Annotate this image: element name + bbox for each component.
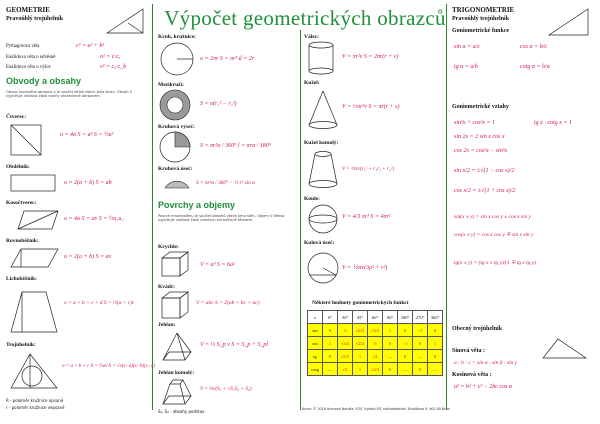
solid-name: Jehlan: xyxy=(158,322,176,328)
footnote-r: r - poloměr kružnice vepsané xyxy=(6,405,65,410)
table-header-row xyxy=(308,311,443,324)
column-divider xyxy=(152,4,153,410)
solid-name: Kulová úseč: xyxy=(304,240,335,246)
trapezoid-diagram xyxy=(8,286,60,336)
shape-formula: o = 4a S = a² S = ½u² xyxy=(60,132,114,138)
solid-formula: V = 4/3 πr³ S = 4πr² xyxy=(342,214,391,220)
sector-diagram xyxy=(158,130,192,164)
table-cell: 0 xyxy=(383,363,398,376)
shape-name: Obdélník: xyxy=(6,164,30,170)
cosine-rule-title: Kosinová věta : xyxy=(452,372,492,378)
euclid-leg-label: Euklidova věta o odvěsně xyxy=(6,55,56,60)
solid-formula: V = ⅓v(S₁ + √S₁S₂ + S₂) xyxy=(200,386,252,392)
base-areas-footnote: S₁, S₂ - obsahy podstav xyxy=(158,409,205,414)
table-cell: 1 xyxy=(353,363,368,376)
rectangle-diagram xyxy=(8,172,60,194)
volumes-section-title: Povrchy a objemy xyxy=(158,200,236,210)
cuboid-diagram xyxy=(160,290,190,320)
circle-diagram xyxy=(158,40,196,78)
table-cell: 1 xyxy=(428,337,443,350)
square-diagram xyxy=(8,122,50,158)
cosine-rule-formula: a² = b² + c² − 2bc cos α xyxy=(454,384,513,390)
identity-formula: sin²x + cos²x = 1 xyxy=(454,120,496,126)
func-formula: cotg α = b/a xyxy=(520,64,550,70)
identities-heading: Goniometrické vztahy xyxy=(452,104,509,110)
solid-name: Válec: xyxy=(304,34,319,40)
trigonometry-column xyxy=(450,4,596,410)
identity-formula: sin(x ± y) = sin x cos y ± cos x sin y xyxy=(454,214,531,220)
pythagoras-formula: c² = a² + b² xyxy=(76,43,105,49)
column-divider xyxy=(300,30,301,410)
gonio-values-table xyxy=(307,310,443,376)
spherical-cap-diagram xyxy=(306,248,340,288)
table-header-cell: 90° xyxy=(383,311,398,324)
table-cell: −1 xyxy=(398,337,413,350)
table-cell: √3 xyxy=(368,350,383,363)
table-cell: ½ xyxy=(338,324,353,337)
segment-formula: S = πr²α / 360° − ½ r² sin α xyxy=(196,180,255,186)
identity-formula: cos 2x = cos²x − sin²x xyxy=(454,148,508,154)
solid-formula: V = ⅓πr²v S = πr(r + s) xyxy=(342,104,400,110)
volumes-note: Povrch mnohostěnu je součet obsahů všech jeho stěn. Objem V tělesa vyjadřuje velikost části prostoru ohraničené tělesem. xyxy=(158,214,285,223)
circle-item-name: Mezikruží: xyxy=(158,82,184,88)
pyramid-diagram xyxy=(160,330,194,364)
identity-formula: sin x/2 = ±√(1 − cos x)/2 xyxy=(454,168,515,174)
identity-formula: tg x · cotg x = 1 xyxy=(534,120,572,126)
gonio-table-title: Některé hodnoty goniometrických funkcí xyxy=(312,300,409,306)
table-cell: √2/2 xyxy=(353,337,368,350)
functions-heading: Goniometrické funkce xyxy=(452,28,510,34)
solid-formula: V = ⅓ S_p v S = S_p + S_pl xyxy=(200,342,269,348)
pythagoras-label: Pythagorova věta xyxy=(6,44,40,49)
table-cell: √3/2 xyxy=(368,324,383,337)
shape-formula: o = 2(a + b) S = ab xyxy=(64,180,112,186)
table-cell: √2/2 xyxy=(353,324,368,337)
solid-name: Kužel komolý: xyxy=(304,140,339,146)
cylinder-diagram xyxy=(306,40,336,76)
trig-triangle-diagram xyxy=(546,6,592,38)
publisher-footer: Autor: © 2016 Hronová Nataša, SOŠ, Vydalo SIC nakladatelství, Brožíkova 9, 602 00 Brno xyxy=(302,407,450,411)
table-header-cell: 180° xyxy=(398,311,413,324)
circles-solids-column xyxy=(156,4,298,414)
table-cell: 0 xyxy=(398,350,413,363)
table-cell: ½ xyxy=(368,337,383,350)
sine-rule-title: Sinová věta : xyxy=(452,348,485,354)
perimeters-section-title: Obvody a obsahy xyxy=(6,76,82,86)
rhombus-diagram xyxy=(8,208,60,232)
identity-formula: cos(x ± y) = cos x cos y ∓ sin x sin y xyxy=(454,232,534,238)
solid-name: Koule: xyxy=(304,196,320,202)
table-cell: 1 xyxy=(383,324,398,337)
geometry-column xyxy=(4,4,155,410)
page-title: Výpočet geometrických obrazců xyxy=(164,6,446,30)
func-formula: cos α = b/c xyxy=(520,44,548,50)
right-triangle-diagram xyxy=(104,6,146,36)
sector-formula: S = πr²α / 360° l = πrα / 180° xyxy=(200,143,272,149)
general-triangle-diagram xyxy=(540,336,590,362)
shape-formula: o = 2(a + b) S = av xyxy=(64,254,112,260)
table-row xyxy=(308,337,443,350)
table-cell: √3/3 xyxy=(368,363,383,376)
table-header-cell: 0° xyxy=(323,311,338,324)
table-header-cell: x xyxy=(308,311,323,324)
footnote-R: R - poloměr kružnice opsané xyxy=(6,398,64,403)
table-cell: √3 xyxy=(338,363,353,376)
segment-diagram xyxy=(162,174,192,192)
cone-diagram xyxy=(306,88,340,130)
shape-formula: o = a + b + c S = ½av S = √s(s−a)(s−b)(s−c) xyxy=(62,364,155,369)
parallelogram-diagram xyxy=(8,246,60,270)
solid-name: Kvádr: xyxy=(158,284,176,290)
perimeters-note: Obvod rovinného obrazce o je součet délek všech jeho stran. Obsah S vyjadřuje velikost části roviny ohraničené obrazcem. xyxy=(6,90,132,99)
right-triangle-heading: Pravoúhlý trojúhelník xyxy=(6,16,64,22)
circle-formula: o = 2πr S = πr² d = 2r xyxy=(200,56,254,62)
table-header-cell: 30° xyxy=(338,311,353,324)
circle-item-name: Kruhová výseč: xyxy=(158,124,195,130)
table-header-cell: 60° xyxy=(368,311,383,324)
solid-formula: V = ⅙πv(3ρ² + v²) xyxy=(342,265,388,271)
circle-item-name: Kruhová úseč: xyxy=(158,166,193,172)
table-cell: 0 xyxy=(413,337,428,350)
table-cell: 1 xyxy=(353,350,368,363)
table-cell: 0 xyxy=(323,350,338,363)
identity-formula: cos x/2 = ±√(1 + cos x)/2 xyxy=(454,188,516,194)
table-cell: 0 xyxy=(428,324,443,337)
sine-rule-formula: a : b : c = sin α : sin β : sin γ xyxy=(454,360,517,366)
general-triangle-heading: Obecný trojúhelník xyxy=(452,326,503,332)
shape-name: Lichoběžník: xyxy=(6,276,37,282)
shape-name: Rovnoběžník: xyxy=(6,238,39,244)
frustum-cone-diagram xyxy=(306,148,340,190)
table-row-label: cotg xyxy=(308,363,323,376)
cube-diagram xyxy=(160,250,190,280)
euclid-height-label: Euklidova věta o výšce xyxy=(6,65,51,70)
annulus-formula: S = π(r₁² − r₂²) xyxy=(200,101,237,107)
table-cell: — xyxy=(323,363,338,376)
shape-name: Trojúhelník: xyxy=(6,342,36,348)
identity-formula: sin 2x = 2 sin x cos x xyxy=(454,134,505,140)
annulus-diagram xyxy=(158,88,192,122)
shape-formula: o = 4a S = av S = ½u₁u₂ xyxy=(64,216,124,222)
solid-formula: V = ⅓πv(r₁² + r₁r₂ + r₂²) xyxy=(342,166,395,172)
table-row xyxy=(308,350,443,363)
table-cell: 1 xyxy=(323,337,338,350)
table-header-cell: 360° xyxy=(428,311,443,324)
table-cell: — xyxy=(398,363,413,376)
solid-formula: V = πr²v S = 2πr(r + v) xyxy=(342,54,399,60)
shape-formula: o = a + b + c + d S = ½(a + c)v xyxy=(64,300,135,306)
identity-formula: tg(x ± y) = (tg x ± tg y)/(1 ∓ tg x tg y) xyxy=(454,260,536,266)
frustum-pyramid-diagram xyxy=(160,378,194,408)
table-cell: — xyxy=(383,350,398,363)
table-cell: 0 xyxy=(383,337,398,350)
table-cell: 0 xyxy=(398,324,413,337)
shape-name: Kosočtverec: xyxy=(6,200,37,206)
table-cell: −1 xyxy=(413,324,428,337)
geometry-header: GEOMETRIE xyxy=(6,6,50,14)
trigonometry-header: TRIGONOMETRIE xyxy=(452,6,515,14)
trig-right-triangle-heading: Pravoúhlý trojúhelník xyxy=(452,16,510,22)
solid-name: Jehlan komolý: xyxy=(158,370,195,376)
triangle-diagram xyxy=(8,350,60,392)
table-cell: — xyxy=(413,350,428,363)
table-cell: — xyxy=(428,363,443,376)
table-header-cell: 45° xyxy=(353,311,368,324)
table-row-label: sin xyxy=(308,324,323,337)
table-row-label: cos xyxy=(308,337,323,350)
table-cell: √3/3 xyxy=(338,350,353,363)
table-cell: 0 xyxy=(323,324,338,337)
solid-name: Kužel: xyxy=(304,80,320,86)
sphere-diagram xyxy=(306,202,340,236)
circle-item-name: Kruh, kružnice: xyxy=(158,34,196,40)
euclid-height-formula: v² = cₐ·c_b xyxy=(100,64,127,70)
table-cell: √3/2 xyxy=(338,337,353,350)
euclid-leg-formula: a² = c·cₐ xyxy=(100,54,121,60)
table-cell: 0 xyxy=(413,363,428,376)
solid-formula: V = a³ S = 6a² xyxy=(200,262,235,268)
table-row-label: tg xyxy=(308,350,323,363)
func-formula: sin α = a/c xyxy=(454,44,481,50)
solid-name: Krychle: xyxy=(158,244,179,250)
column-divider xyxy=(446,4,447,410)
table-cell: 0 xyxy=(428,350,443,363)
func-formula: tg α = a/b xyxy=(454,64,479,70)
shape-name: Čtverec: xyxy=(6,114,27,120)
table-header-cell: 270° xyxy=(413,311,428,324)
table-row xyxy=(308,324,443,337)
table-row xyxy=(308,363,443,376)
solid-formula: V = abc S = 2(ab + bc + ac) xyxy=(196,300,260,306)
